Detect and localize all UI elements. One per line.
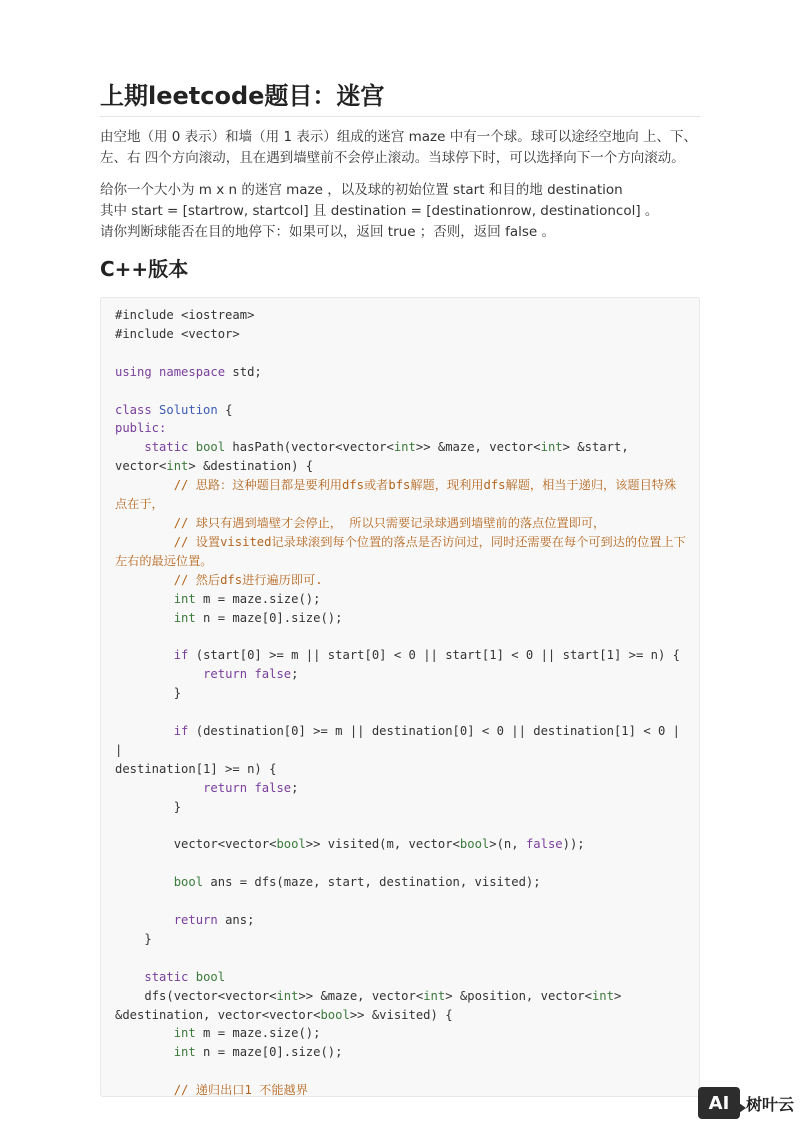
- code-keyword: if: [173, 723, 189, 738]
- code-include-vector: #include <vector>: [115, 326, 240, 341]
- code-keyword: return: [173, 913, 218, 927]
- code-text: ans;: [217, 913, 255, 927]
- intro-line-1: 给你一个大小为 m x n 的迷宫 maze ，以及球的初始位置 start 和目的地 destination: [100, 182, 623, 198]
- code-type: int: [591, 988, 614, 1003]
- code-text: n = maze[0].size();: [195, 610, 343, 625]
- code-type: bool: [173, 875, 204, 890]
- code-type: int: [173, 610, 196, 625]
- watermark-badge: [698, 1086, 794, 1120]
- code-text: >> &maze, vector<: [415, 440, 541, 455]
- code-type: bool: [276, 837, 306, 852]
- code-comment: // 然后dfs进行遍历即可.: [173, 572, 323, 587]
- section-title: C++版本: [100, 257, 189, 281]
- code-class-name: Solution: [151, 402, 218, 417]
- code-keyword: if: [173, 648, 189, 663]
- code-text: > &destination) {: [188, 459, 314, 474]
- code-text: > &position, vector<: [445, 988, 592, 1003]
- code-text: vector<: [115, 459, 167, 474]
- intro-line-2: 其中 start = [startrow, startcol] 且 destination = [destinationrow, destinationcol] 。: [100, 203, 659, 219]
- code-keyword: false: [525, 837, 563, 852]
- code-type: int: [393, 440, 416, 455]
- code-comment: // 思路：这种题目都是要利用dfs或者bfs解题，现利用dfs解题，相当于递归，该题目特殊点在于，: [115, 478, 677, 512]
- code-text: }: [144, 931, 152, 946]
- code-keyword: false: [254, 667, 292, 682]
- code-text: }: [173, 799, 182, 814]
- code-text: >: [613, 988, 622, 1003]
- intro-line-3: 请你判断球能否在目的地停下：如果可以，返回 true ；否则，返回 false 。: [100, 224, 555, 240]
- code-type: int: [276, 988, 299, 1003]
- code-type: int: [166, 459, 189, 474]
- code-type: int: [173, 1045, 196, 1060]
- code-type: bool: [188, 440, 226, 455]
- code-text: std;: [225, 364, 262, 379]
- code-text: > &start,: [562, 440, 629, 455]
- code-type: int: [173, 1026, 196, 1041]
- code-text: destination[1] >= n) {: [115, 761, 277, 776]
- code-comment: // 递归出口1 不能越界: [173, 1083, 308, 1097]
- code-keyword: static: [144, 969, 189, 984]
- code-text: (destination[0] >= m || destination[0] < 0 || destination[1] < 0 ||: [115, 723, 681, 757]
- intro-paragraph-2: [100, 180, 710, 243]
- code-comment: // 设置visited记录球滚到每个位置的落点是否访问过，同时还需要在每个可到达的位置上下左右的最远位置。: [115, 534, 686, 568]
- code-type: int: [540, 440, 563, 455]
- code-block: [100, 297, 700, 1097]
- code-keyword: return: [203, 667, 248, 682]
- code-keyword: return: [203, 780, 248, 795]
- intro-paragraph-1: 由空地（用 0 表示）和墙（用 1 表示）组成的迷宫 maze 中有一个球。球可以途经空地向 上、下、左、右 四个方向滚动，且在遇到墙壁前不会停止滚动。当球停下时，可以选择向下一个方向滚动。: [100, 129, 698, 166]
- code-type: bool: [195, 969, 226, 984]
- code-type: bool: [320, 1007, 350, 1022]
- code-comment: // 球只有遇到墙壁才会停止， 所以只需要记录球遇到墙壁前的落点位置即可，: [173, 515, 606, 530]
- ai-logo-icon: AI: [698, 1087, 740, 1119]
- code-keyword: false: [254, 780, 292, 795]
- code-content: [101, 298, 687, 1097]
- code-text: >(n,: [489, 837, 526, 852]
- code-text: n = maze[0].size();: [195, 1045, 343, 1060]
- code-text: >> visited(m, vector<: [305, 837, 460, 852]
- code-text: {: [217, 402, 233, 417]
- code-keyword: static: [144, 440, 189, 455]
- code-type: bool: [459, 837, 490, 852]
- code-type: int: [173, 591, 196, 606]
- code-type: int: [423, 988, 446, 1003]
- code-text: ans = dfs(maze, start, destination, visited);: [203, 875, 541, 890]
- code-keyword: class: [115, 402, 152, 417]
- watermark-text: 树叶云: [746, 1094, 795, 1114]
- code-text: >> &maze, vector<: [298, 988, 424, 1003]
- code-text: ;: [291, 667, 299, 682]
- code-text: vector<vector<: [173, 837, 277, 852]
- code-keyword: public:: [115, 421, 167, 436]
- code-keyword: using namespace: [115, 364, 226, 379]
- code-text: >> &visited) {: [349, 1007, 453, 1022]
- code-text: }: [173, 686, 182, 701]
- code-include-iostream: #include <iostream>: [115, 308, 255, 322]
- code-text: dfs(vector<vector<: [144, 988, 277, 1003]
- code-text: ));: [562, 837, 585, 852]
- page-title: 上期leetcode题目：迷宫: [100, 80, 700, 117]
- code-text: ;: [291, 780, 299, 795]
- code-text: (start[0] >= m || start[0] < 0 || start[1] < 0 || start[1] >= n) {: [188, 648, 681, 663]
- code-text: m = maze.size();: [195, 591, 321, 606]
- code-text: hasPath(vector<vector<: [225, 440, 394, 455]
- code-text: &destination, vector<vector<: [115, 1007, 321, 1022]
- code-text: m = maze.size();: [195, 1026, 321, 1041]
